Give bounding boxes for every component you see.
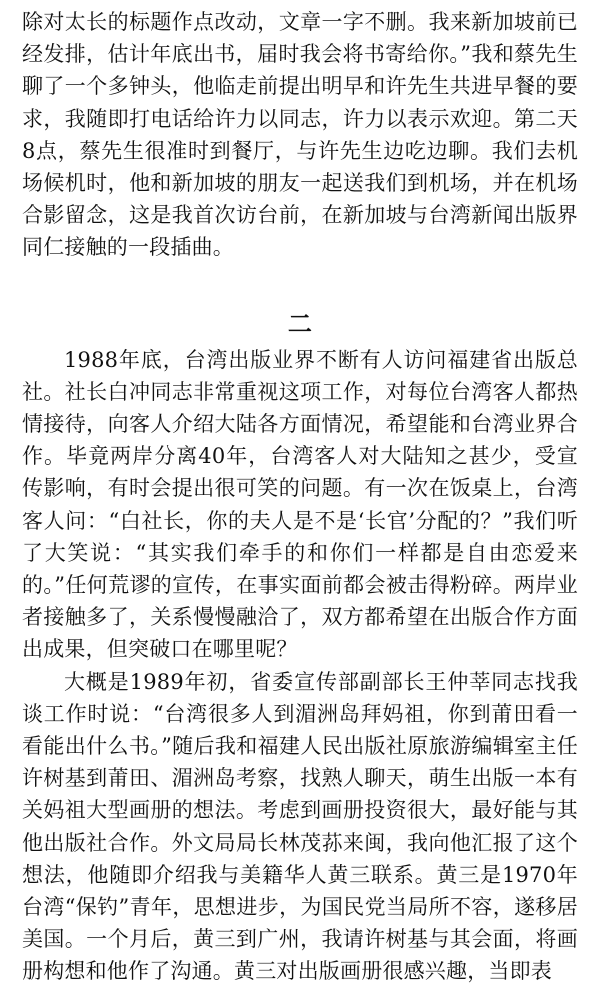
document-page [22,6,578,988]
paragraph-continuation: 除对太长的标题作点改动，文章一字不删。我来新加坡前已经发排，估计年底出书，届时我会将书寄给你。”我和蔡先生聊了一个多钟头，他临走前提出明早和许先生共进早餐的要求，我随即打电话给许力以同志，许力以表示欢迎。第二天8点，蔡先生很准时到餐厅，与许先生边吃边聊。我们去机场候机时，他和新加坡的朋友一起送我们到机场，并在机场合影留念，这是我首次访台前，在新加坡与台湾新闻出版界同仁接触的一段插曲。 [22,10,578,260]
paragraph-1: 1988年底，台湾出版业界不断有人访问福建省出版总社。社长白冲同志非常重视这项工作，对每位台湾客人都热情接待，向客人介绍大陆各方面情况，希望能和台湾业界合作。毕竟两岸分离40年，台湾客人对大陆知之甚少，受宣传影响，有时会提出很可笑的问题。有一次在饭桌上，台湾客人问：“白社长，你的夫人是不是‘长官’分配的？”我们听了大笑说：“其实我们牵手的和你们一样都是自由恋爱来的。”任何荒谬的宣传，在事实面前都会被击得粉碎。两岸业者接触多了，关系慢慢融洽了，双方都希望在出版合作方面出成果，但突破口在哪里呢？ [22,347,578,662]
paragraph-2: 大概是1989年初，省委宣传部副部长王仲莘同志找我谈工作时说：“台湾很多人到湄洲岛拜妈祖，你到莆田看一看能出什么书。”随后我和福建人民出版社原旅游编辑室主任许树基到莆田、湄洲岛考察，找熟人聊天，萌生出版一本有关妈祖大型画册的想法。考虑到画册投资很大，最好能与其他出版社合作。外文局局长林茂荪来闽，我向他汇报了这个想法，他随即介绍我与美籍华人黄三联系。黄三是1970年台湾“保钓”青年，思想进步，为国民党当局所不容，遂移居美国。一个月后，黄三到广州，我请许树基与其会面，将画册构想和他作了沟通。黄三对出版画册很感兴趣，当即表 [22,669,578,984]
section-heading: 二 [287,308,313,338]
